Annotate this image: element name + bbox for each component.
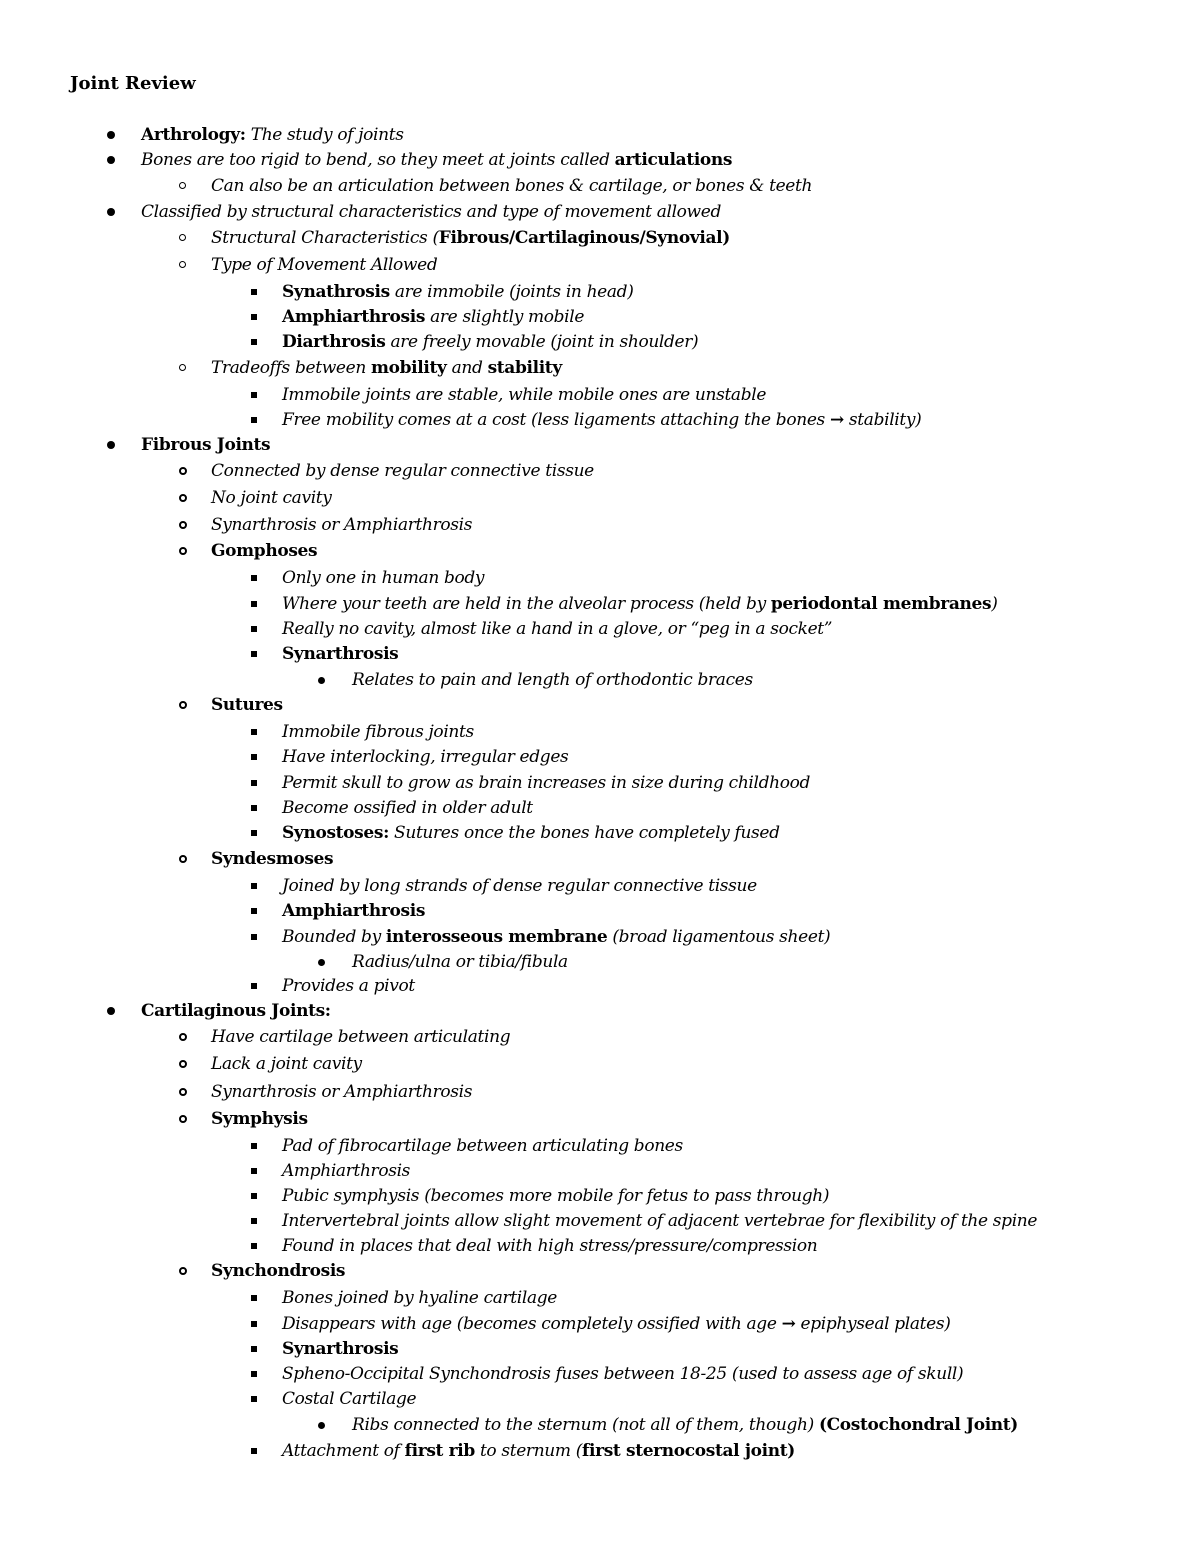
bold-term: (Costochondral Joint)	[818, 1415, 1019, 1435]
bullet-disc-icon	[318, 677, 325, 684]
list-item	[0, 1185, 1200, 1207]
list-item	[0, 694, 1200, 716]
list-item-text	[282, 900, 425, 922]
list-item-text	[211, 1260, 345, 1282]
list-item-text	[352, 951, 568, 973]
list-item	[0, 618, 1200, 640]
list-item	[0, 1081, 1200, 1103]
list-item	[0, 975, 1200, 997]
list-item	[0, 514, 1200, 536]
list-item	[0, 721, 1200, 743]
bold-term: →	[781, 1314, 796, 1334]
bullet-square-icon	[251, 805, 257, 811]
list-item	[0, 926, 1200, 948]
list-item	[0, 900, 1200, 922]
text-run: Bones are too rigid to bend, so they meet at joints called	[141, 150, 615, 170]
text-run: Tradeoffs between	[211, 358, 371, 378]
list-item-text	[282, 384, 766, 406]
list-item	[0, 1338, 1200, 1360]
text-run: )	[991, 594, 998, 614]
list-item-text	[282, 1440, 795, 1462]
bullet-disc-icon	[318, 1422, 325, 1429]
list-item-text	[282, 618, 832, 640]
list-item	[0, 822, 1200, 844]
list-item-text	[141, 124, 404, 146]
list-item	[0, 331, 1200, 353]
bullet-disc-icon	[107, 131, 115, 139]
list-item-text	[282, 306, 584, 328]
bullet-circle-icon	[179, 1060, 187, 1068]
list-item-text	[282, 643, 398, 665]
list-item	[0, 487, 1200, 509]
list-item-text	[282, 1210, 1037, 1232]
text-run: No joint cavity	[211, 488, 332, 508]
bullet-square-icon	[251, 1193, 257, 1199]
bold-term: periodontal membranes	[770, 594, 992, 614]
list-item	[0, 746, 1200, 768]
bullet-square-icon	[251, 830, 257, 836]
bold-term: Symphysis	[211, 1109, 308, 1129]
bullet-square-icon	[251, 1143, 257, 1149]
bullet-square-icon	[251, 1396, 257, 1402]
bullet-square-icon	[251, 314, 257, 320]
bold-term: Syndesmoses	[211, 849, 334, 869]
bullet-square-icon	[251, 1448, 257, 1454]
list-item	[0, 1388, 1200, 1410]
bullet-disc-icon	[107, 441, 115, 449]
bullet-square-icon	[251, 754, 257, 760]
bold-term: mobility	[371, 358, 447, 378]
text-run: Have interlocking, irregular edges	[282, 747, 569, 767]
bold-term: Diarthrosis	[282, 332, 386, 352]
text-run: Spheno-Occipital Synchondrosis fuses between 18-25 (used to assess age of skull)	[282, 1364, 964, 1384]
list-item-text	[282, 797, 533, 819]
bullet-disc-icon	[107, 1007, 115, 1015]
list-item-text	[211, 1108, 308, 1130]
list-item	[0, 434, 1200, 456]
text-run: Become ossified in older adult	[282, 798, 533, 818]
bullet-circle-icon	[179, 701, 187, 709]
list-item	[0, 593, 1200, 615]
text-run: Pubic symphysis (becomes more mobile for fetus to pass through)	[282, 1186, 830, 1206]
bullet-square-icon	[251, 417, 257, 423]
bold-term: interosseous membrane	[385, 927, 608, 947]
list-item-text	[211, 1081, 472, 1103]
list-item	[0, 227, 1200, 249]
text-run: are slightly mobile	[425, 307, 585, 327]
bullet-circle-icon	[179, 182, 186, 189]
list-item-text	[282, 1388, 416, 1410]
bullet-disc-icon	[107, 156, 115, 164]
text-run: Sutures once the bones have completely fused	[389, 823, 780, 843]
list-item	[0, 460, 1200, 482]
text-run: Bones joined by hyaline cartilage	[282, 1288, 557, 1308]
list-item-text	[211, 540, 317, 562]
bullet-square-icon	[251, 1371, 257, 1377]
list-item-text	[282, 875, 757, 897]
bullet-square-icon	[251, 289, 257, 295]
bold-term: Arthrology:	[141, 125, 246, 145]
text-run: (broad ligamentous sheet)	[607, 927, 831, 947]
bullet-circle-icon	[179, 494, 187, 502]
text-run: Found in places that deal with high stress/pressure/compression	[282, 1236, 818, 1256]
list-item	[0, 1160, 1200, 1182]
list-item-text	[352, 669, 753, 691]
text-run: and	[446, 358, 488, 378]
bullet-square-icon	[251, 601, 257, 607]
text-run: Radius/ulna or tibia/fibula	[352, 952, 568, 972]
list-item	[0, 201, 1200, 223]
bullet-square-icon	[251, 883, 257, 889]
text-run: Lack a joint cavity	[211, 1054, 362, 1074]
bullet-circle-icon	[179, 1088, 187, 1096]
bullet-square-icon	[251, 983, 257, 989]
list-item	[0, 1313, 1200, 1335]
bold-term: stability	[487, 358, 562, 378]
list-item-text	[282, 1338, 398, 1360]
text-run: Provides a pivot	[282, 976, 415, 996]
bullet-circle-icon	[179, 1033, 187, 1041]
list-item-text	[282, 1287, 557, 1309]
list-item	[0, 1363, 1200, 1385]
list-item	[0, 669, 1200, 691]
text-run: Structural Characteristics (	[211, 228, 439, 248]
list-item-text	[282, 1313, 951, 1335]
list-item-text	[211, 460, 594, 482]
bold-term: first rib	[404, 1441, 475, 1461]
text-run: Type of Movement Allowed	[211, 255, 438, 275]
list-item-text	[282, 281, 634, 303]
bullet-square-icon	[251, 392, 257, 398]
list-item-text	[282, 1235, 817, 1257]
list-item	[0, 643, 1200, 665]
text-run: Can also be an articulation between bones & cartilage, or bones & teeth	[211, 176, 813, 196]
list-item	[0, 772, 1200, 794]
list-item-text	[282, 409, 921, 431]
bullet-square-icon	[251, 1346, 257, 1352]
list-item-text	[282, 975, 415, 997]
bullet-square-icon	[251, 575, 257, 581]
text-run: Connected by dense regular connective tissue	[211, 461, 594, 481]
bullet-square-icon	[251, 934, 257, 940]
bold-term: Synchondrosis	[211, 1261, 346, 1281]
list-item	[0, 951, 1200, 973]
list-item-text	[352, 1414, 1018, 1436]
bold-term: Synarthrosis	[282, 1339, 399, 1359]
text-run: Free mobility comes at a cost (less ligaments attaching the bones	[282, 410, 830, 430]
list-item-text	[282, 1160, 410, 1182]
text-run: Pad of fibrocartilage between articulating bones	[282, 1136, 683, 1156]
bold-term: Fibrous Joints	[141, 435, 271, 455]
bullet-disc-icon	[318, 959, 325, 966]
bullet-circle-icon	[179, 521, 187, 529]
list-item-text	[282, 1135, 683, 1157]
text-run: Immobile fibrous joints	[282, 722, 474, 742]
bold-term: Synathrosis	[282, 282, 390, 302]
list-item	[0, 1235, 1200, 1257]
bullet-square-icon	[251, 626, 257, 632]
bullet-circle-icon	[179, 1115, 187, 1123]
list-item	[0, 175, 1200, 197]
bullet-square-icon	[251, 339, 257, 345]
text-run: are immobile (joints in head)	[389, 282, 634, 302]
bullet-circle-icon	[179, 467, 187, 475]
bullet-square-icon	[251, 729, 257, 735]
bold-term: Amphiarthrosis	[282, 901, 426, 921]
list-item-text	[211, 694, 283, 716]
text-run: Really no cavity, almost like a hand in a glove, or “peg in a socket”	[282, 619, 833, 639]
text-run: Attachment of	[282, 1441, 405, 1461]
list-item-text	[282, 567, 484, 589]
list-item-text	[282, 1363, 963, 1385]
bold-term: articulations	[614, 150, 733, 170]
list-item	[0, 875, 1200, 897]
list-item-text	[211, 175, 812, 197]
list-item-text	[211, 227, 730, 249]
text-run: epiphyseal plates)	[795, 1314, 951, 1334]
bullet-circle-icon	[179, 855, 187, 863]
text-run: Amphiarthrosis	[282, 1161, 411, 1181]
bullet-square-icon	[251, 1218, 257, 1224]
list-item	[0, 1000, 1200, 1022]
text-run: stability)	[843, 410, 922, 430]
page-title: Joint Review	[70, 73, 196, 94]
text-run: Bounded by	[282, 927, 386, 947]
list-item-text	[282, 926, 830, 948]
list-item-text	[141, 201, 721, 223]
list-item	[0, 848, 1200, 870]
list-item	[0, 281, 1200, 303]
list-item	[0, 1440, 1200, 1462]
list-item	[0, 149, 1200, 171]
bullet-square-icon	[251, 651, 257, 657]
bold-term: first sternocostal joint)	[582, 1441, 795, 1461]
list-item-text	[211, 254, 437, 276]
list-item-text	[141, 149, 732, 171]
bullet-disc-icon	[107, 208, 115, 216]
bullet-circle-icon	[179, 1267, 187, 1275]
list-item	[0, 797, 1200, 819]
text-run: Synarthrosis or Amphiarthrosis	[211, 1082, 473, 1102]
list-item-text	[211, 1053, 362, 1075]
text-run: Joined by long strands of dense regular connective tissue	[282, 876, 757, 896]
list-item-text	[211, 357, 562, 379]
bold-term: Gomphoses	[211, 541, 318, 561]
bullet-circle-icon	[179, 547, 187, 555]
list-item	[0, 540, 1200, 562]
list-item	[0, 1260, 1200, 1282]
text-run: Only one in human body	[282, 568, 485, 588]
text-run: Immobile joints are stable, while mobile ones are unstable	[282, 385, 767, 405]
text-run: are freely movable (joint in shoulder)	[385, 332, 699, 352]
text-run: Costal Cartilage	[282, 1389, 417, 1409]
text-run: Permit skull to grow as brain increases in size during childhood	[282, 773, 811, 793]
list-item-text	[141, 1000, 331, 1022]
bullet-square-icon	[251, 1243, 257, 1249]
bullet-square-icon	[251, 1321, 257, 1327]
list-item	[0, 1414, 1200, 1436]
list-item-text	[282, 822, 780, 844]
text-run: Intervertebral joints allow slight movement of adjacent vertebrae for flexibility of the spine	[282, 1211, 1038, 1231]
bold-term: Sutures	[211, 695, 283, 715]
list-item	[0, 409, 1200, 431]
bold-term: Fibrous/Cartilaginous/Synovial)	[438, 228, 730, 248]
list-item-text	[282, 593, 998, 615]
list-item	[0, 1053, 1200, 1075]
bullet-circle-icon	[179, 234, 186, 241]
text-run: to sternum (	[474, 1441, 583, 1461]
list-item	[0, 1210, 1200, 1232]
list-item-text	[211, 1026, 510, 1048]
list-item	[0, 306, 1200, 328]
list-item-text	[211, 487, 332, 509]
list-item	[0, 1026, 1200, 1048]
text-run: Relates to pain and length of orthodontic braces	[352, 670, 753, 690]
bullet-circle-icon	[179, 364, 186, 371]
text-run: The study of joints	[245, 125, 404, 145]
bullet-square-icon	[251, 1295, 257, 1301]
text-run: Disappears with age (becomes completely ossified with age	[282, 1314, 782, 1334]
list-item-text	[282, 746, 568, 768]
bold-term: Cartilaginous Joints:	[141, 1001, 331, 1021]
text-run: Have cartilage between articulating	[211, 1027, 511, 1047]
list-item	[0, 1135, 1200, 1157]
bold-term: Synostoses:	[282, 823, 389, 843]
list-item-text	[211, 848, 333, 870]
list-item	[0, 1108, 1200, 1130]
list-item-text	[282, 331, 698, 353]
bullet-circle-icon	[179, 261, 186, 268]
list-item	[0, 254, 1200, 276]
list-item-text	[211, 514, 472, 536]
text-run: Ribs connected to the sternum (not all of them, though)	[352, 1415, 819, 1435]
list-item-text	[282, 1185, 829, 1207]
list-item-text	[282, 721, 474, 743]
list-item-text	[282, 772, 810, 794]
bold-term: Amphiarthrosis	[282, 307, 426, 327]
text-run: Classified by structural characteristics and type of movement allowed	[141, 202, 722, 222]
list-item	[0, 567, 1200, 589]
bullet-square-icon	[251, 908, 257, 914]
bold-term: Synarthrosis	[282, 644, 399, 664]
list-item	[0, 1287, 1200, 1309]
bullet-square-icon	[251, 780, 257, 786]
list-item	[0, 124, 1200, 146]
bold-term: →	[829, 410, 844, 430]
list-item	[0, 384, 1200, 406]
text-run: Synarthrosis or Amphiarthrosis	[211, 515, 473, 535]
list-item	[0, 357, 1200, 379]
text-run: Where your teeth are held in the alveolar process (held by	[282, 594, 771, 614]
bullet-square-icon	[251, 1168, 257, 1174]
list-item-text	[141, 434, 270, 456]
